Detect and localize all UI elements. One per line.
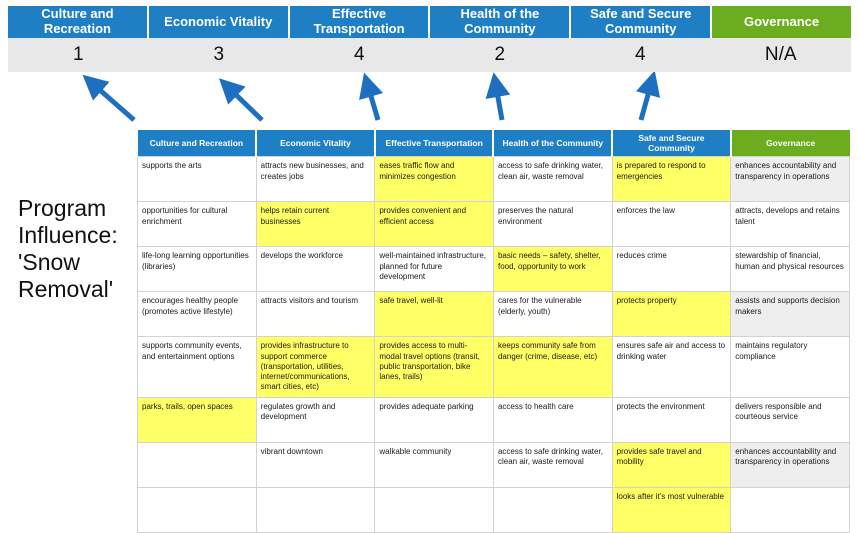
- matrix-cell: ensures safe air and access to drinking water: [612, 337, 731, 397]
- matrix-cell: life-long learning opportunities (libraries): [138, 247, 257, 292]
- matrix-col-governance: Governance: [731, 130, 850, 157]
- matrix-cell: vibrant downtown: [256, 442, 375, 487]
- matrix-cell: preserves the natural environment: [493, 202, 612, 247]
- matrix-cell: provides access to multi-modal travel options (transit, public transportation, bike lanes, trails): [375, 337, 494, 397]
- matrix-cell: basic needs – safety, shelter, food, opportunity to work: [493, 247, 612, 292]
- matrix-cell: [731, 487, 850, 532]
- priority-matrix-table: [137, 130, 850, 533]
- matrix-cell: looks after it's most vulnerable: [612, 487, 731, 532]
- matrix-cell: well-maintained infrastructure, planned for future development: [375, 247, 494, 292]
- matrix-cell: access to health care: [493, 397, 612, 442]
- program-influence-caption: Program Influence: 'Snow Removal': [18, 195, 118, 303]
- matrix-col-health-of-the-community: Health of the Community: [493, 130, 612, 157]
- matrix-cell: cares for the vulnerable (elderly, youth): [493, 292, 612, 337]
- table-row: [138, 397, 850, 442]
- matrix-cell: supports community events, and entertainment options: [138, 337, 257, 397]
- matrix-header-row: [138, 130, 850, 157]
- header-cell-culture-and-recreation: [8, 6, 149, 38]
- matrix-cell: access to safe drinking water, clean air, waste removal: [493, 157, 612, 202]
- matrix-cell: is prepared to respond to emergencies: [612, 157, 731, 202]
- matrix-cell: protects the environment: [612, 397, 731, 442]
- matrix-col-culture-and-recreation: Culture and Recreation: [138, 130, 257, 157]
- matrix-cell: enforces the law: [612, 202, 731, 247]
- matrix-cell: supports the arts: [138, 157, 257, 202]
- matrix-cell: provides adequate parking: [375, 397, 494, 442]
- header-label: Culture and Recreation: [41, 6, 114, 36]
- matrix-cell: safe travel, well-lit: [375, 292, 494, 337]
- matrix-cell: stewardship of financial, human and physical resources: [731, 247, 850, 292]
- header-label: Economic Vitality: [164, 13, 273, 29]
- score-economic-vitality: 3: [213, 44, 225, 65]
- header-cell-economic-vitality: [149, 6, 290, 38]
- matrix-cell: [493, 487, 612, 532]
- table-row: [138, 292, 850, 337]
- table-row: [138, 202, 850, 247]
- matrix-cell: opportunities for cultural enrichment: [138, 202, 257, 247]
- priority-header-bar: [8, 6, 851, 38]
- score-row: [8, 38, 851, 72]
- matrix-cell: attracts, develops and retains talent: [731, 202, 850, 247]
- matrix-cell: maintains regulatory compliance: [731, 337, 850, 397]
- table-row: [138, 247, 850, 292]
- matrix-cell: assists and supports decision makers: [731, 292, 850, 337]
- matrix-cell: protects property: [612, 292, 731, 337]
- matrix-cell: regulates growth and development: [256, 397, 375, 442]
- header-label: Safe and Secure Community: [590, 6, 692, 36]
- matrix-cell: enhances accountability and transparency in operations: [731, 442, 850, 487]
- matrix-cell: [256, 487, 375, 532]
- arrow-to-effective-transportation: [368, 86, 378, 120]
- matrix-cell: delivers responsible and courteous service: [731, 397, 850, 442]
- table-row: [138, 487, 850, 532]
- matrix-cell: provides safe travel and mobility: [612, 442, 731, 487]
- matrix-cell: eases traffic flow and minimizes congestion: [375, 157, 494, 202]
- header-cell-effective-transportation: [290, 6, 431, 38]
- score-health-of-the-community: 2: [494, 44, 506, 65]
- matrix-cell: reduces crime: [612, 247, 731, 292]
- matrix-col-economic-vitality: Economic Vitality: [256, 130, 375, 157]
- arrow-to-economic-vitality: [229, 88, 262, 120]
- matrix-cell: keeps community safe from danger (crime, disease, etc): [493, 337, 612, 397]
- table-row: [138, 337, 850, 397]
- matrix-cell: helps retain current businesses: [256, 202, 375, 247]
- table-row: [138, 157, 850, 202]
- matrix-cell: provides convenient and efficient access: [375, 202, 494, 247]
- header-cell-health-of-the-community: [430, 6, 571, 38]
- matrix-cell: encourages healthy people (promotes active lifestyle): [138, 292, 257, 337]
- matrix-cell: access to safe drinking water, clean air, waste removal: [493, 442, 612, 487]
- score-safe-and-secure-community: 4: [634, 44, 646, 65]
- matrix-cell: [138, 487, 257, 532]
- matrix-cell: parks, trails, open spaces: [138, 397, 257, 442]
- matrix-cell: develops the workforce: [256, 247, 375, 292]
- arrow-to-culture-and-recreation: [93, 84, 134, 120]
- matrix-col-effective-transportation: Effective Transportation: [375, 130, 494, 157]
- matrix-cell: walkable community: [375, 442, 494, 487]
- arrow-group: [0, 72, 859, 130]
- arrow-to-safe-and-secure-community: [641, 84, 651, 120]
- matrix-cell: provides infrastructure to support commerce (transportation, utilities, internet/communications, smart cities, etc): [256, 337, 375, 397]
- header-cell-safe-and-secure-community: [571, 6, 712, 38]
- matrix-cell: attracts visitors and tourism: [256, 292, 375, 337]
- matrix-cell: enhances accountability and transparency in operations: [731, 157, 850, 202]
- score-governance: N/A: [764, 44, 797, 65]
- header-cell-governance: [712, 6, 851, 38]
- header-label: Effective Transportation: [313, 6, 405, 36]
- matrix-body: [138, 157, 850, 532]
- score-effective-transportation: 4: [353, 44, 365, 65]
- matrix-cell: attracts new businesses, and creates jobs: [256, 157, 375, 202]
- header-label: Health of the Community: [460, 6, 540, 36]
- score-culture-and-recreation: 1: [72, 44, 84, 65]
- matrix-col-safe-and-secure-community: Safe and Secure Community: [612, 130, 731, 157]
- header-label: Governance: [743, 13, 820, 29]
- arrow-to-health-of-the-community: [496, 86, 502, 120]
- matrix-cell: [375, 487, 494, 532]
